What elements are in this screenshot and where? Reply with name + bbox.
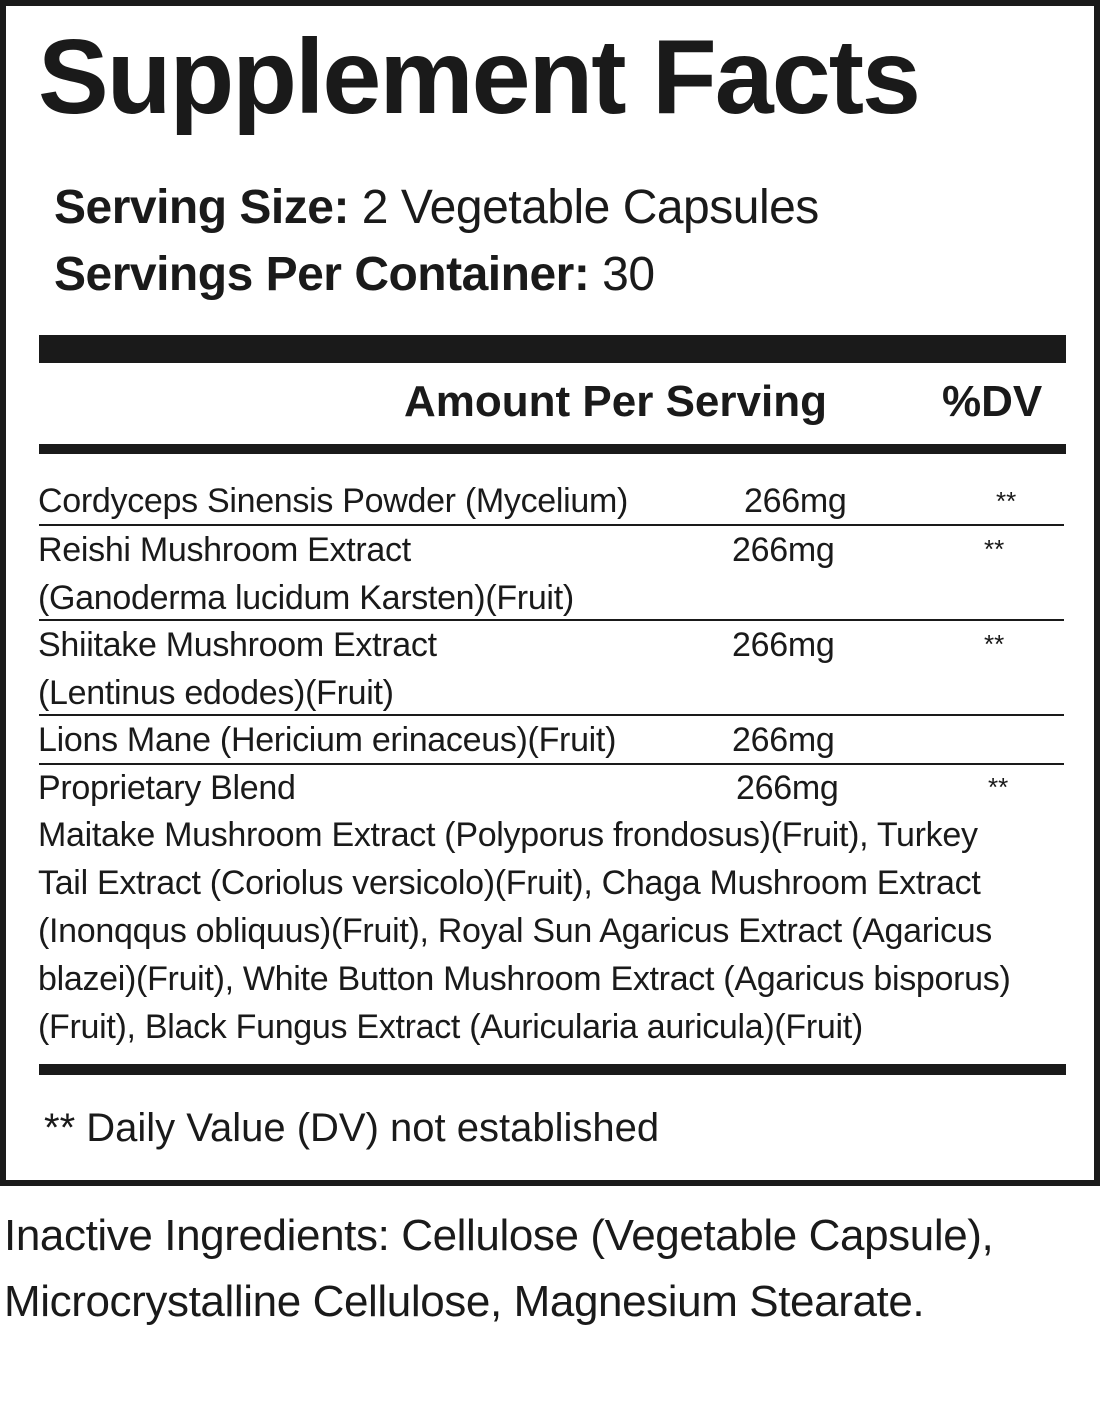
ingredient-dv: ** bbox=[996, 486, 1017, 516]
dv-header: %DV bbox=[942, 377, 1043, 426]
ingredient-amount: 266mg bbox=[732, 531, 835, 569]
ingredient-name: Shiitake Mushroom Extract bbox=[38, 626, 437, 664]
ingredient-name: Lions Mane (Hericium erinaceus)(Fruit) bbox=[38, 721, 617, 759]
ingredient-name: Reishi Mushroom Extract bbox=[38, 531, 411, 569]
blend-line: (Fruit), Black Fungus Extract (Auricularia auricula)(Fruit) bbox=[38, 1008, 863, 1046]
serving-size-value: 2 Vegetable Capsules bbox=[361, 181, 819, 234]
ingredient-dv: ** bbox=[988, 772, 1009, 802]
blend-line: (Inonqqus obliquus)(Fruit), Royal Sun Agaricus Extract (Agaricus bbox=[38, 912, 993, 950]
ingredient-name: Cordyceps Sinensis Powder (Mycelium) bbox=[38, 482, 629, 520]
blend-line: Maitake Mushroom Extract (Polyporus frondosus)(Fruit), Turkey bbox=[38, 816, 978, 854]
ingredient-amount: 266mg bbox=[732, 721, 835, 759]
ingredient-amount: 266mg bbox=[744, 482, 847, 520]
row-divider bbox=[39, 524, 1064, 526]
amount-per-serving-header: Amount Per Serving bbox=[404, 377, 827, 426]
ingredient-detail: (Ganoderma lucidum Karsten)(Fruit) bbox=[38, 579, 574, 617]
servings-per-container-value: 30 bbox=[602, 248, 655, 301]
thick-divider bbox=[39, 335, 1066, 363]
serving-size-label: Serving Size: bbox=[54, 181, 349, 234]
ingredient-detail: (Lentinus edodes)(Fruit) bbox=[38, 674, 394, 712]
dv-footnote: ** Daily Value (DV) not established bbox=[44, 1106, 660, 1150]
bottom-divider bbox=[39, 1064, 1066, 1075]
row-divider bbox=[39, 714, 1064, 716]
row-divider bbox=[39, 763, 1064, 765]
header-divider bbox=[39, 444, 1066, 454]
servings-per-container bbox=[54, 248, 655, 301]
blend-line: Tail Extract (Coriolus versicolo)(Fruit), Chaga Mushroom Extract bbox=[38, 864, 981, 902]
inactive-ingredients-line: Microcrystalline Cellulose, Magnesium Stearate. bbox=[4, 1277, 925, 1326]
serving-size bbox=[54, 181, 819, 234]
ingredient-amount: 266mg bbox=[732, 626, 835, 664]
blend-line: blazei)(Fruit), White Button Mushroom Extract (Agaricus bisporus) bbox=[38, 960, 1011, 998]
servings-per-container-label: Servings Per Container: bbox=[54, 248, 590, 301]
ingredient-dv: ** bbox=[984, 629, 1005, 659]
ingredient-amount: 266mg bbox=[736, 769, 839, 807]
ingredient-name: Proprietary Blend bbox=[38, 769, 296, 807]
inactive-ingredients-line: Inactive Ingredients: Cellulose (Vegetable Capsule), bbox=[4, 1211, 994, 1260]
row-divider bbox=[39, 619, 1064, 621]
ingredient-dv: ** bbox=[984, 534, 1005, 564]
panel-title: Supplement Facts bbox=[38, 18, 919, 136]
